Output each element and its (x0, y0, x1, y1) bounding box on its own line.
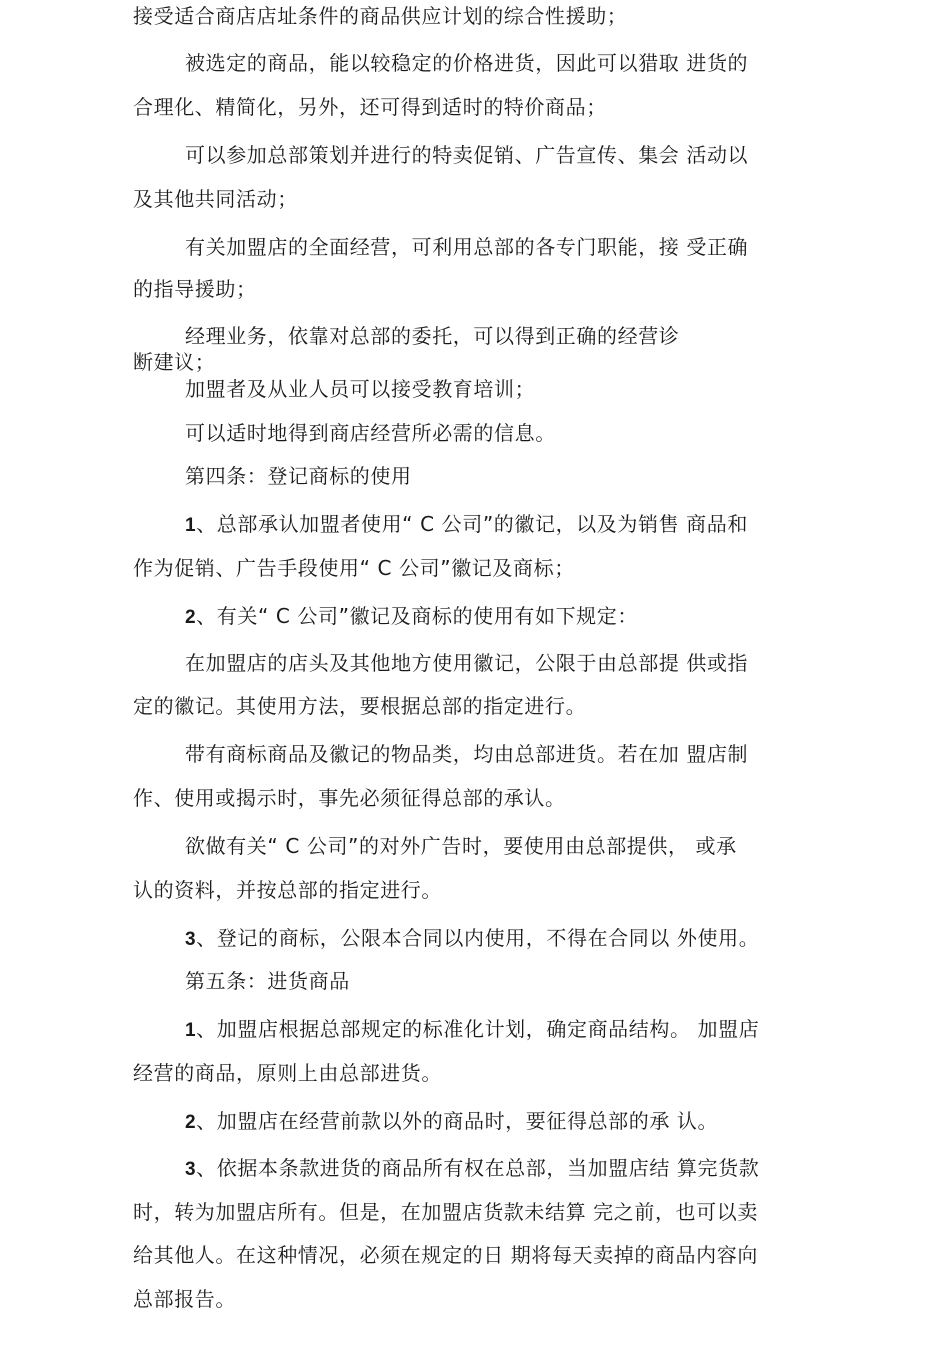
text-line: 认的资料，并按总部的指定进行。 (133, 878, 442, 902)
article-heading: 第五条：进货商品 (185, 969, 350, 993)
text-line: 总部报告。 (133, 1287, 236, 1311)
item-text: 、登记的商标，公限本合同以内使用，不得在合同以 外使用。 (196, 926, 760, 950)
item-number: 1 (185, 515, 197, 536)
item-text: 、依据本条款进货的商品所有权在总部，当加盟店结 算完货款 (196, 1156, 760, 1180)
item-number: 1 (185, 1020, 197, 1041)
text-line: 加盟者及从业人员可以接受教育培训； (185, 377, 536, 401)
text-line: 接受适合商店店址条件的商品供应计划的综合性援助； (133, 4, 628, 28)
item-text: 、有关“ C 公司”徽记及商标的使用有如下规定： (196, 604, 638, 628)
text-line: 有关加盟店的全面经营，可利用总部的各专门职能，接 受正确 (185, 235, 749, 259)
item-number: 2 (185, 607, 197, 628)
text-line: 带有商标商品及徽记的物品类，均由总部进货。若在加 盟店制 (185, 742, 749, 766)
text-line: 作、使用或揭示时，事先必须征得总部的承认。 (133, 786, 566, 810)
text-line: 及其他共同活动； (133, 187, 298, 211)
item-number: 3 (185, 1159, 197, 1180)
text-line: 作为促销、广告手段使用“ C 公司”徽记及商标； (133, 556, 575, 580)
article-4-item-1 (185, 512, 748, 538)
article-5-item-3 (185, 1156, 759, 1182)
item-text: 、加盟店在经营前款以外的商品时，要征得总部的承 认。 (196, 1109, 719, 1133)
text-line: 可以适时地得到商店经营所必需的信息。 (185, 421, 556, 445)
text-line: 被选定的商品，能以较稳定的价格进货，因此可以猎取 进货的 (185, 51, 749, 75)
text-line: 可以参加总部策划并进行的特卖促销、广告宣传、集会 活动以 (185, 143, 749, 167)
text-line: 合理化、精简化，另外，还可得到适时的特价商品； (133, 95, 607, 119)
article-5-item-1 (185, 1017, 759, 1043)
text-line: 定的徽记。其使用方法，要根据总部的指定进行。 (133, 694, 587, 718)
text-line: 经营的商品，原则上由总部进货。 (133, 1061, 442, 1085)
text-line: 在加盟店的店头及其他地方使用徽记，公限于由总部提 供或指 (185, 651, 749, 675)
item-number: 3 (185, 929, 197, 950)
article-heading: 第四条：登记商标的使用 (185, 464, 412, 488)
item-text: 、加盟店根据总部规定的标准化计划，确定商品结构。 加盟店 (196, 1017, 760, 1041)
text-line: 经理业务，依靠对总部的委托，可以得到正确的经营诊 (185, 324, 680, 348)
article-4-item-2 (185, 604, 638, 630)
text-line: 时，转为加盟店所有。但是，在加盟店货款未结算 完之前，也可以卖 (133, 1200, 758, 1224)
item-text: 、总部承认加盟者使用“ C 公司”的徽记，以及为销售 商品和 (196, 512, 748, 536)
item-number: 2 (185, 1112, 197, 1133)
article-5-item-2 (185, 1109, 718, 1135)
text-line: 给其他人。在这种情况，必须在规定的日 期将每天卖掉的商品内容向 (133, 1243, 758, 1267)
text-line: 的指导援助； (133, 277, 257, 301)
text-line: 断建议； (133, 350, 216, 374)
text-line: 欲做有关“ C 公司”的对外广告时，要使用由总部提供， 或承 (185, 834, 737, 858)
article-4-item-3 (185, 926, 759, 952)
